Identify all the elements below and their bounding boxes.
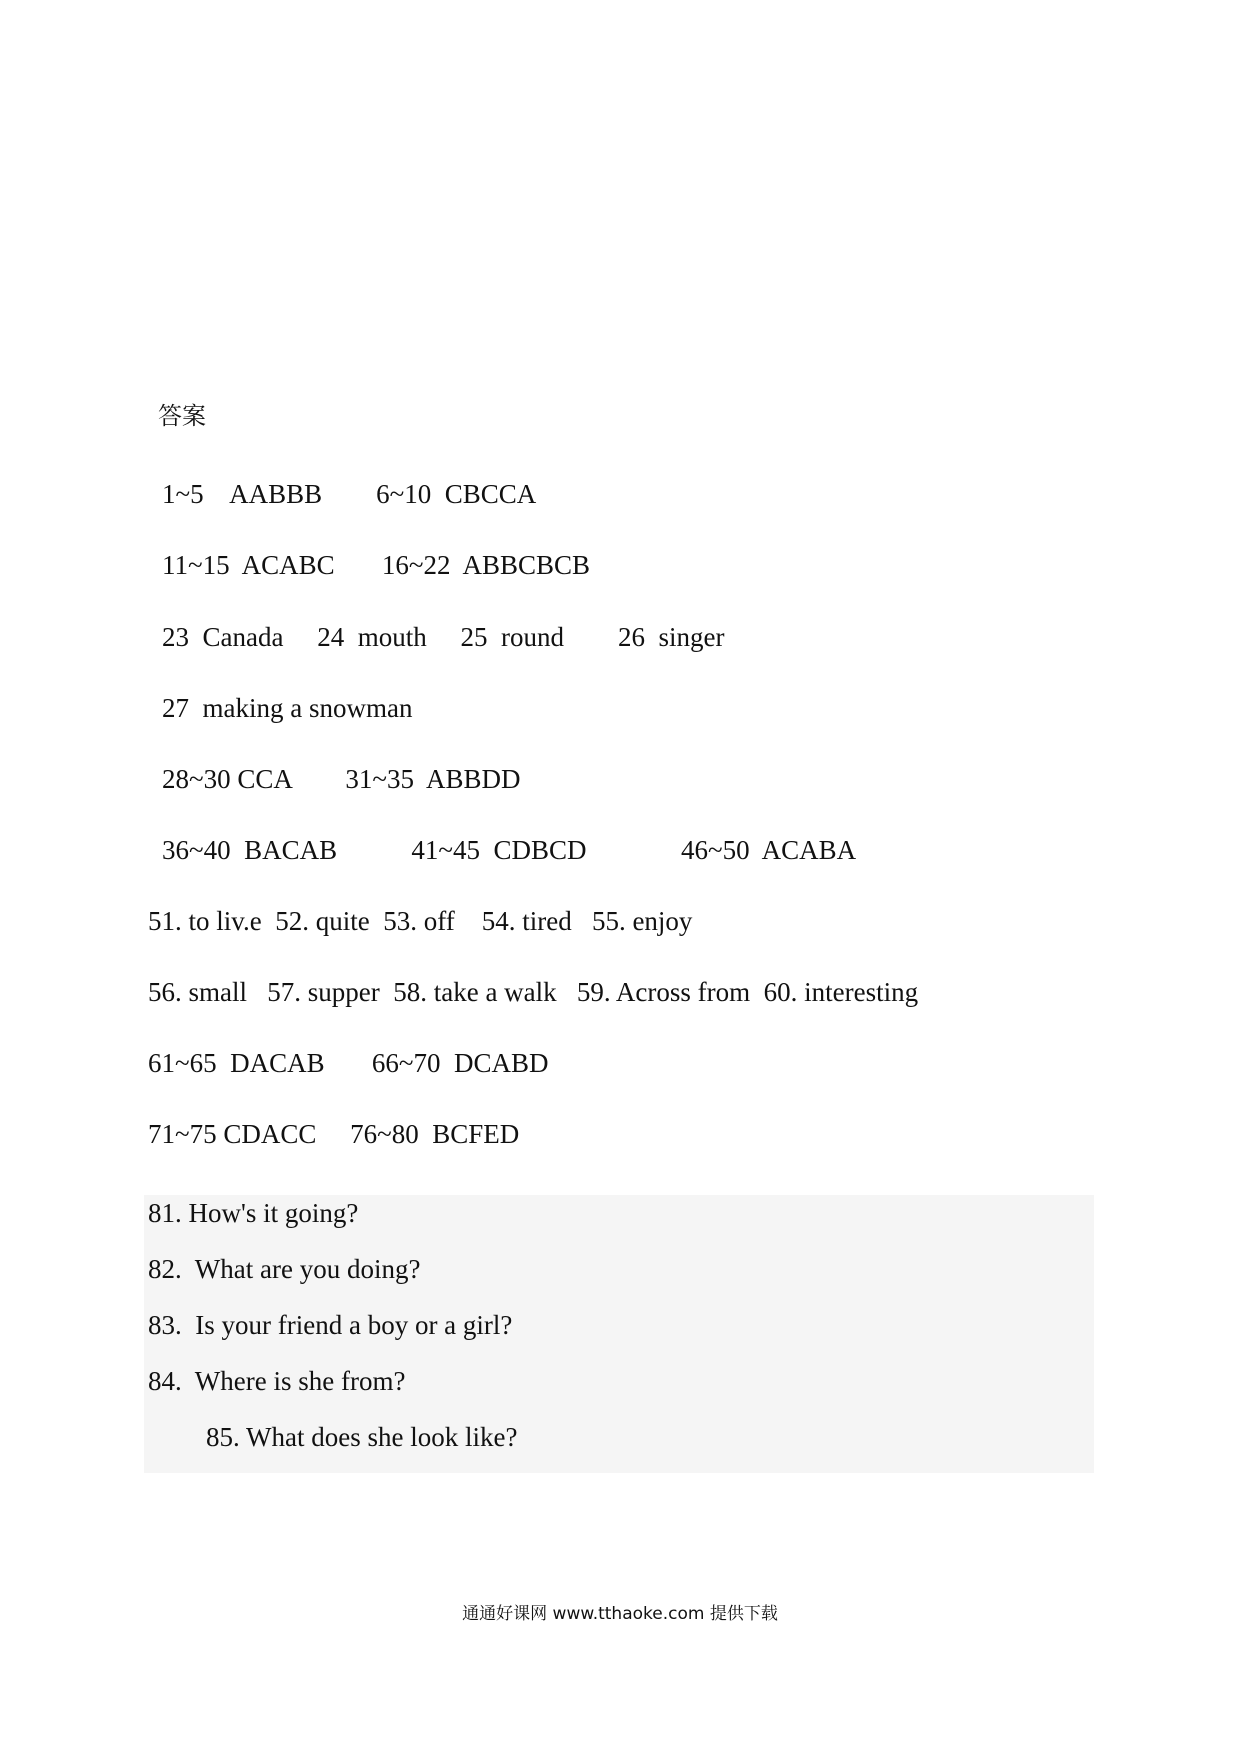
question-83: 83. Is your friend a boy or a girl? [148, 1310, 513, 1340]
question-85: 85. What does she look like? [206, 1422, 518, 1452]
answer-line-23-26: 23 Canada 24 mouth 25 round 26 singer [162, 622, 725, 652]
answer-line-61-70: 61~65 DACAB 66~70 DCABD [148, 1048, 549, 1078]
answer-line-1-22a: 1~5 AABBB 6~10 CBCCA [162, 479, 537, 509]
answer-line-28-35: 28~30 CCA 31~35 ABBDD [162, 764, 521, 794]
answer-line-56-60: 56. small 57. supper 58. take a walk 59. Across from 60. interesting [148, 977, 919, 1007]
answer-line-36-50: 36~40 BACAB 41~45 CDBCD 46~50 ACABA [162, 835, 857, 865]
answer-line-1-22b: 11~15 ACABC 16~22 ABBCBCB [162, 550, 591, 580]
page-title: 答案 [158, 402, 206, 430]
question-84: 84. Where is she from? [148, 1366, 406, 1396]
answer-line-27: 27 making a snowman [162, 693, 413, 723]
answer-line-71-80: 71~75 CDACC 76~80 BCFED [148, 1119, 520, 1149]
answer-line-51-55: 51. to liv.e 52. quite 53. off 54. tired 55. enjoy [148, 906, 693, 936]
question-82: 82. What are you doing? [148, 1254, 421, 1284]
question-81: 81. How's it going? [148, 1198, 359, 1228]
page-footer: 通通好课网 www.tthaoke.com 提供下载 [462, 1604, 778, 1624]
